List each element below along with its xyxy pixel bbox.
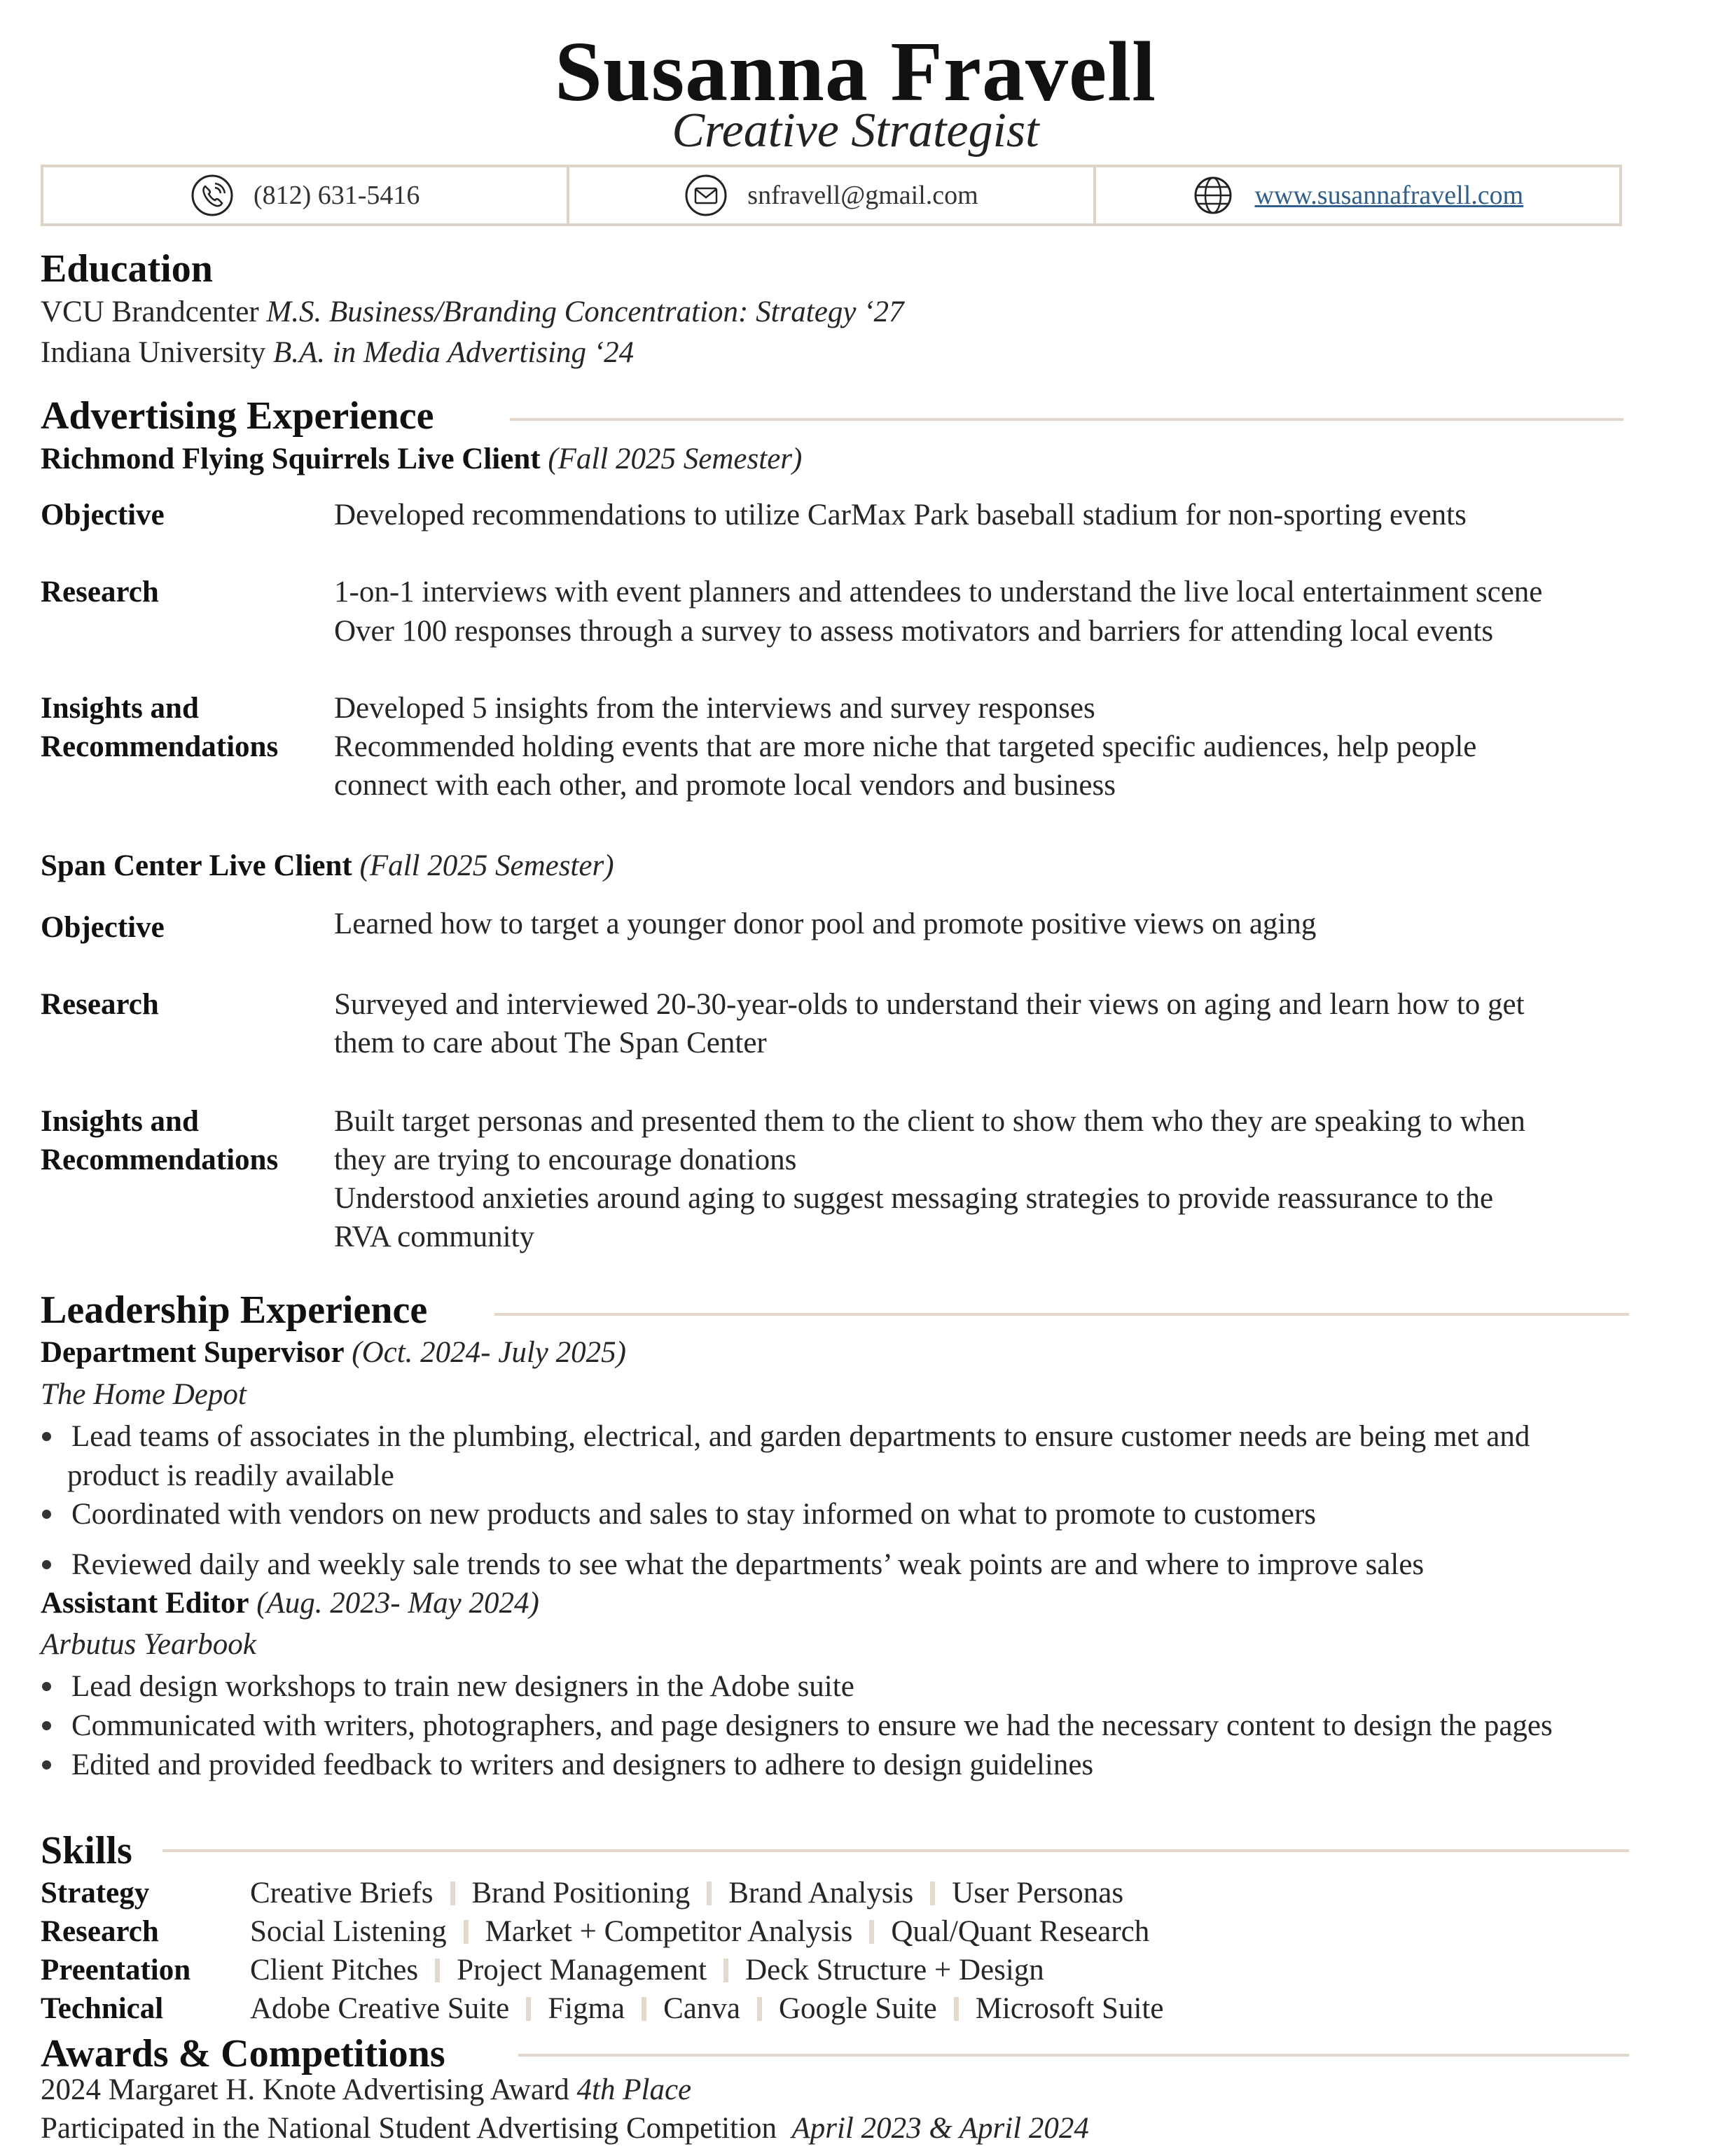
bullet xyxy=(42,1510,51,1519)
website-link[interactable]: www.susannafravell.com xyxy=(1254,181,1524,210)
bullet xyxy=(42,1560,51,1569)
bullet xyxy=(42,1721,51,1730)
section-rule xyxy=(510,418,1623,421)
objective-text: Learned how to target a younger donor pool and promote positive views on aging xyxy=(334,907,1317,940)
research-label: Research xyxy=(41,576,159,608)
insights-line: RVA community xyxy=(334,1220,535,1253)
bullet xyxy=(42,1432,51,1441)
research-label: Research xyxy=(41,988,159,1021)
insights-line: connect with each other, and promote local vendors and business xyxy=(334,769,1116,802)
insights-label: Insights and xyxy=(41,1105,199,1138)
insights-line: Understood anxieties around aging to suggest messaging strategies to provide reassurance to the xyxy=(334,1182,1494,1215)
bullet xyxy=(42,1760,51,1769)
bullet-text: Lead design workshops to train new designers in the Adobe suite xyxy=(71,1670,854,1703)
envelope-icon xyxy=(684,174,728,217)
bullet xyxy=(42,1682,51,1691)
role-org: Arbutus Yearbook xyxy=(41,1628,256,1661)
bullet-text: Coordinated with vendors on new products and sales to stay informed on what to promote to customers xyxy=(71,1498,1317,1531)
objective-text: Developed recommendations to utilize CarMax Park baseball stadium for non-sporting events xyxy=(334,499,1467,531)
advertising-heading: Advertising Experience xyxy=(41,394,434,438)
section-rule xyxy=(494,1313,1629,1316)
insights-line: they are trying to encourage donations xyxy=(334,1143,797,1176)
research-line: them to care about The Span Center xyxy=(334,1027,767,1059)
phone-icon xyxy=(191,174,234,217)
education-item: Indiana University B.A. in Media Advertising ‘24 xyxy=(41,336,635,369)
section-rule xyxy=(162,1849,1629,1852)
insights-label: Recommendations xyxy=(41,1143,279,1176)
resume-role: Creative Strategist xyxy=(672,104,1039,158)
objective-label: Objective xyxy=(41,911,165,944)
bullet-text: Reviewed daily and weekly sale trends to see what the departments’ weak points are and where to improve sales xyxy=(71,1548,1425,1581)
research-line: 1-on-1 interviews with event planners and attendees to understand the live local entertainment scene xyxy=(334,576,1543,608)
education-item: VCU Brandcenter M.S. Business/Branding Concentration: Strategy ‘27 xyxy=(41,295,904,328)
insights-label: Insights and xyxy=(41,692,199,725)
skills-label: Technical xyxy=(41,1992,164,2025)
role-title: Department Supervisor (Oct. 2024- July 2025) xyxy=(41,1336,626,1369)
skills-row: Social Listening Market + Competitor Analysis Qual/Quant Research xyxy=(250,1915,1150,1948)
globe-icon xyxy=(1191,174,1235,217)
contact-bar xyxy=(41,165,1622,226)
leadership-heading: Leadership Experience xyxy=(41,1288,428,1332)
section-rule xyxy=(518,2054,1629,2057)
skills-heading: Skills xyxy=(41,1829,132,1872)
award-item: Participated in the National Student Advertising Competition April 2023 & April 2024 xyxy=(41,2112,1089,2145)
awards-heading: Awards & Competitions xyxy=(41,2032,445,2075)
bullet-text: Communicated with writers, photographers, and page designers to ensure we had the necessary content to design the pages xyxy=(71,1709,1553,1742)
skills-row: Adobe Creative Suite Figma Canva Google Suite Microsoft Suite xyxy=(250,1992,1164,2025)
phone-text: (812) 631-5416 xyxy=(253,181,420,210)
role-title: Assistant Editor (Aug. 2023- May 2024) xyxy=(41,1587,539,1620)
contact-email[interactable] xyxy=(567,167,1093,223)
resume-name: Susanna Fravell xyxy=(555,25,1156,119)
insights-line: Recommended holding events that are more niche that targeted specific audiences, help people xyxy=(334,730,1477,763)
skills-label: Research xyxy=(41,1915,159,1948)
project-title: Richmond Flying Squirrels Live Client (Fall 2025 Semester) xyxy=(41,443,803,475)
bullet-text: Lead teams of associates in the plumbing, electrical, and garden departments to ensure customer needs are being met and xyxy=(71,1420,1530,1453)
skills-row: Creative Briefs Brand Positioning Brand Analysis User Personas xyxy=(250,1877,1124,1910)
research-line: Surveyed and interviewed 20-30-year-olds to understand their views on aging and learn how to get xyxy=(334,988,1525,1021)
contact-phone xyxy=(43,167,567,223)
research-line: Over 100 responses through a survey to assess motivators and barriers for attending local events xyxy=(334,615,1494,648)
role-org: The Home Depot xyxy=(41,1378,247,1411)
objective-label: Objective xyxy=(41,499,165,531)
contact-website[interactable] xyxy=(1093,167,1619,223)
skills-label: Preentation xyxy=(41,1954,191,1987)
project-title: Span Center Live Client (Fall 2025 Semester) xyxy=(41,849,614,882)
email-text[interactable]: snfravell@gmail.com xyxy=(747,181,978,210)
bullet-text: Edited and provided feedback to writers and designers to adhere to design guidelines xyxy=(71,1748,1094,1781)
insights-label: Recommendations xyxy=(41,730,279,763)
award-item: 2024 Margaret H. Knote Advertising Award 4th Place xyxy=(41,2073,692,2106)
insights-line: Developed 5 insights from the interviews and survey responses xyxy=(334,692,1095,725)
bullet-text: product is readily available xyxy=(67,1459,394,1492)
insights-line: Built target personas and presented them to the client to show them who they are speaking to when xyxy=(334,1105,1525,1138)
skills-label: Strategy xyxy=(41,1877,150,1910)
skills-row: Client Pitches Project Management Deck Structure + Design xyxy=(250,1954,1044,1987)
education-heading: Education xyxy=(41,247,213,291)
